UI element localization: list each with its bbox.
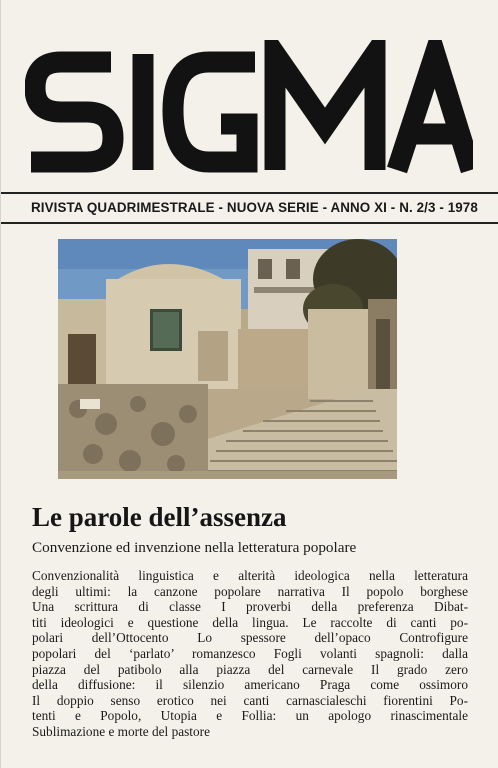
masthead-bottom-rule <box>1 222 498 224</box>
contents-line: popolari del ‘parlato’ romanzesco Fogli volanti spagnoli: dalla <box>32 645 468 661</box>
contents-line: polari dell’Ottocento Lo spessore dell’opaco Controfigure <box>32 630 468 646</box>
contents-line: della diffusione: il silenzio americano Praga come ossimoro <box>32 677 468 693</box>
contents-line: titi ideologici e questione della lingua. Le raccolte di canti po- <box>32 614 468 630</box>
feature-title: Le parole dell’assenza <box>32 502 287 532</box>
contents-line: Convenzionalità linguistica e alterità ideologica nella letteratura <box>32 568 468 583</box>
contents-line: tenti e Popolo, Utopia e Follia: un apologo rinascimentale <box>32 708 468 724</box>
contents-list <box>32 568 468 740</box>
contents-line: degli ultimi: la canzone popolare narrativa Il popolo borghese <box>32 583 468 599</box>
masthead-top-rule <box>1 192 498 194</box>
issue-line: RIVISTA QUADRIMESTRALE - NUOVA SERIE - ANNO XI - N. 2/3 - 1978 <box>31 200 478 215</box>
contents-line: piazza del patibolo alla piazza del carnevale Il grado zero <box>32 661 468 677</box>
contents-line: Il doppio senso erotico nei canti carnascialeschi fiorentini Po- <box>32 692 468 708</box>
cover-photo <box>58 239 397 479</box>
sigma-logo <box>25 40 473 180</box>
feature-subtitle: Convenzione ed invenzione nella letteratura popolare <box>32 539 357 556</box>
contents-line: Sublimazione e morte del pastore <box>32 723 210 739</box>
contents-line: Una scrittura di classe I proverbi della preferenza Dibat- <box>32 599 468 615</box>
